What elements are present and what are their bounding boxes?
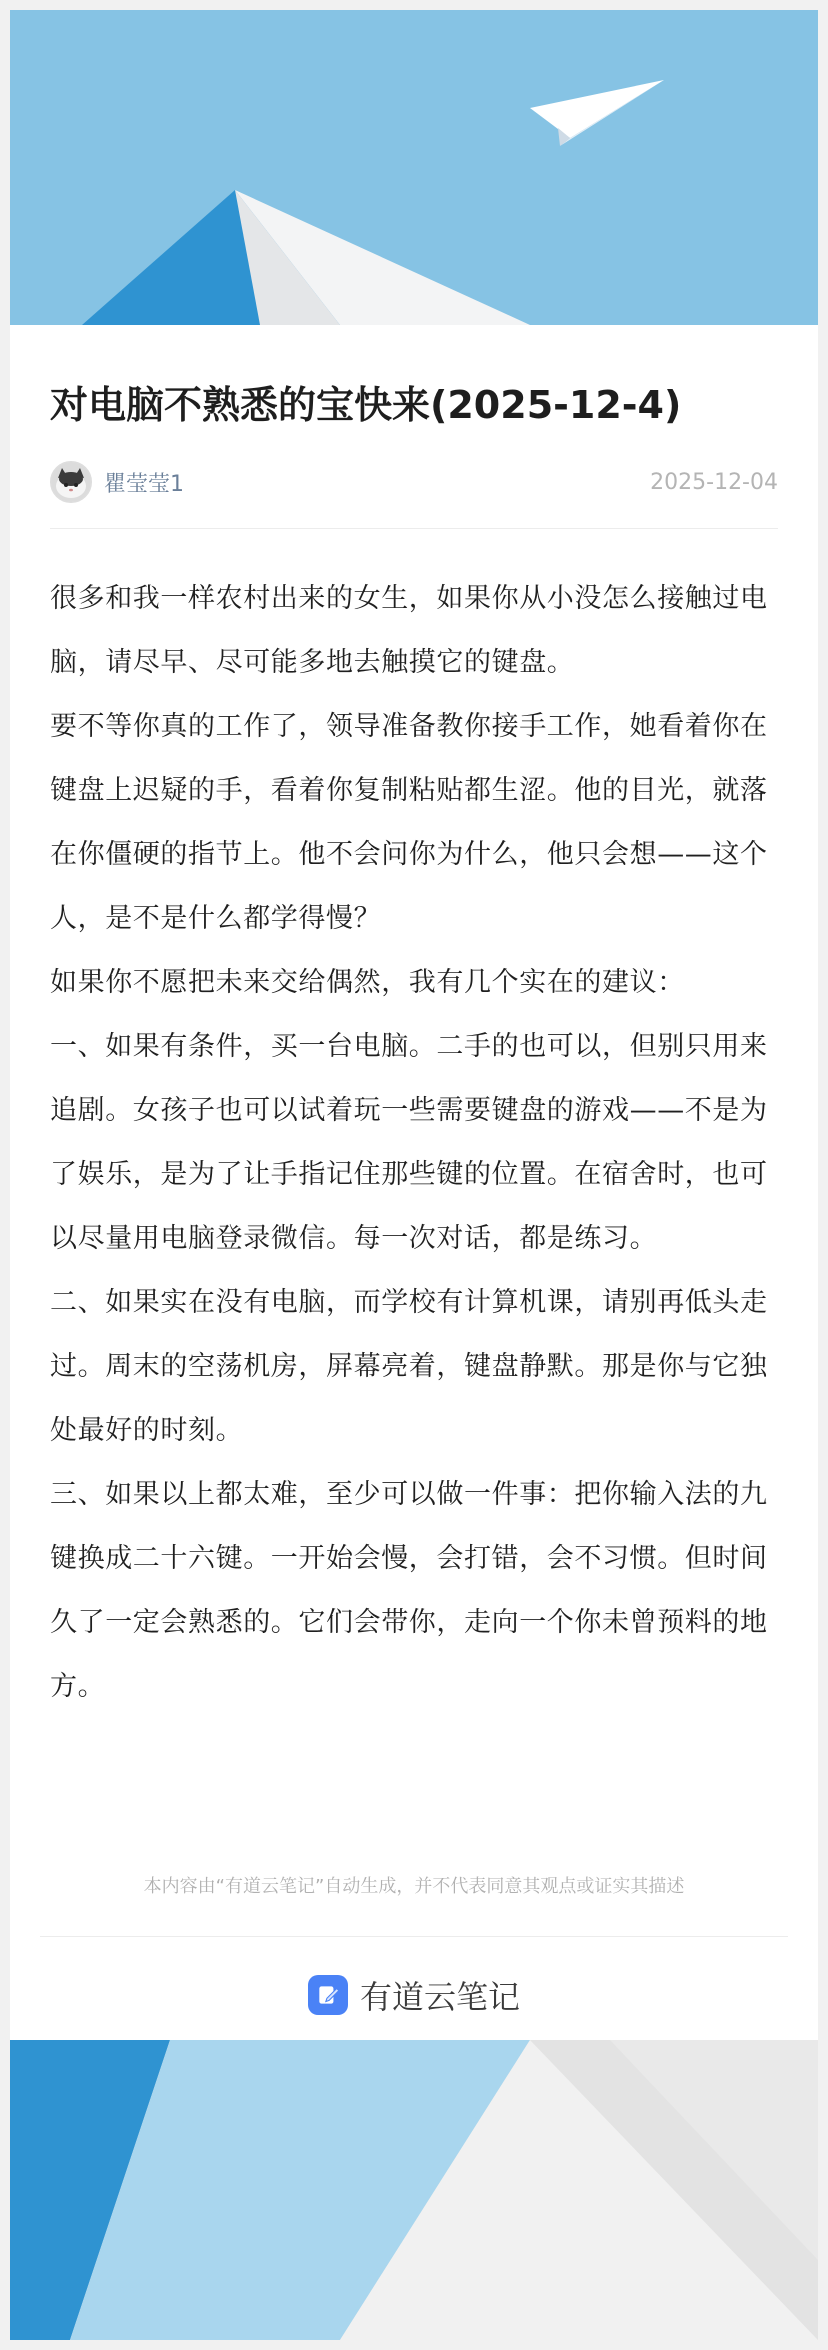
header-illustration	[10, 10, 818, 325]
article-title: 对电脑不熟悉的宝快来(2025-12-4)	[50, 383, 682, 427]
article-body	[50, 567, 778, 1719]
paragraph: 二、如果实在没有电脑，而学校有计算机课，请别再低头走过。周末的空荡机房，屏幕亮着，键盘静默。那是你与它独处最好的时刻。	[50, 1287, 768, 1446]
article-meta	[50, 460, 778, 504]
cat-avatar	[51, 462, 91, 502]
article-content	[50, 325, 778, 1719]
share-card	[10, 10, 818, 2340]
author-name[interactable]: 瞿莹莹1	[104, 471, 184, 497]
footer-illustration	[10, 2040, 818, 2340]
publish-date: 2025-12-04	[650, 469, 778, 495]
author-info[interactable]	[50, 461, 184, 503]
brand-name: 有道云笔记	[359, 1978, 520, 2016]
paragraph: 很多和我一样农村出来的女生，如果你从小没怎么接触过电脑，请尽早、尽可能多地去触摸它的键盘。	[50, 583, 768, 678]
footer-divider	[40, 1936, 788, 1937]
paragraph: 要不等你真的工作了，领导准备教你接手工作，她看着你在键盘上迟疑的手，看着你复制粘贴都生涩。他的目光，就落在你僵硬的指节上。他不会问你为什么，他只会想——这个人，是不是什么都学得慢？	[50, 711, 768, 934]
paragraph: 如果你不愿把未来交给偶然，我有几个实在的建议：	[50, 967, 685, 998]
meta-divider	[50, 528, 778, 529]
disclaimer-text: 本内容由“有道云笔记”自动生成，并不代表同意其观点或证实其描述	[143, 1876, 685, 1897]
avatar[interactable]	[50, 461, 92, 503]
paragraph: 三、如果以上都太难，至少可以做一件事：把你输入法的九键换成二十六键。一开始会慢，会打错，会不习惯。但时间久了一定会熟悉的。它们会带你，走向一个你未曾预料的地方。	[50, 1479, 768, 1702]
paragraph: 一、如果有条件，买一台电脑。二手的也可以，但别只用来追剧。女孩子也可以试着玩一些需要键盘的游戏——不是为了娱乐，是为了让手指记住那些键的位置。在宿舍时，也可以尽量用电脑登录微信。每一次对话，都是练习。	[50, 1031, 768, 1254]
note-pen-icon	[308, 1975, 348, 2015]
brand-logo[interactable]	[10, 1972, 818, 2018]
